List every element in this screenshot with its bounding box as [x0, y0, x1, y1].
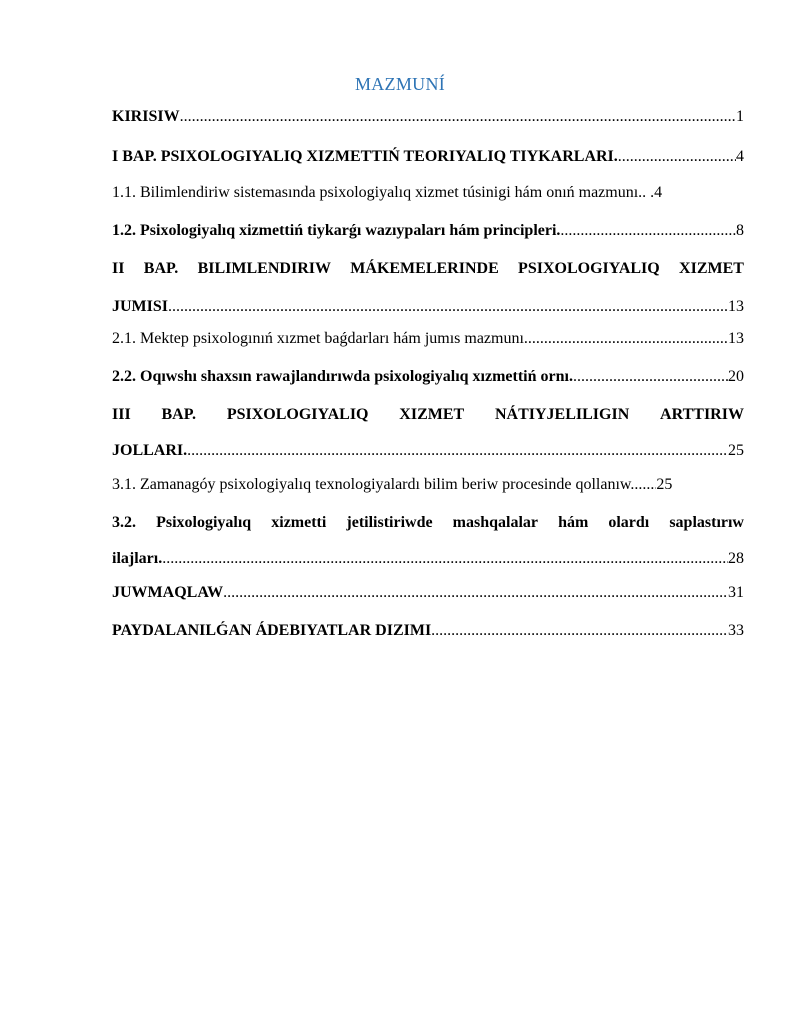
- toc-entry-section-3-1[interactable]: [112, 474, 744, 496]
- toc-entry-page: 20: [728, 368, 744, 385]
- dot-leader: [180, 106, 736, 128]
- toc-entry-section-1-2[interactable]: [112, 220, 744, 242]
- toc-entry-page: 13: [728, 298, 744, 315]
- toc-entry-word: BAP.: [143, 260, 179, 277]
- toc-entry-word: III: [112, 406, 131, 423]
- toc-entry-text: JUMISI: [112, 298, 169, 315]
- toc-entry-word: 3.2.: [112, 514, 136, 531]
- dot-leader: [573, 366, 728, 388]
- toc-entry-text: 1.2. Psixologiyalıq xizmettiń tiykarǵı wazıypaları hám principleri.: [112, 222, 561, 239]
- toc-entry-word: BAP.: [161, 406, 197, 423]
- toc-entry-page: 33: [728, 622, 744, 639]
- toc-entry-text: JOLLARI.: [112, 442, 188, 459]
- toc-entry-word: PSIXOLOGIYALIQ: [226, 406, 369, 423]
- toc-entry-word: Psixologiyalıq: [156, 514, 252, 531]
- toc-entry-page: 1: [736, 108, 744, 125]
- toc-entry-word: xizmetti: [271, 514, 327, 531]
- toc-entry-text: 2.1. Mektep psixologınıń xızmet baǵdarları hám jumıs mazmunı.: [112, 330, 528, 347]
- toc-entry-word: XIZMET: [399, 406, 465, 423]
- toc-entry-section-2-2[interactable]: [112, 366, 744, 388]
- toc-entry-juwmaqlaw[interactable]: [112, 582, 744, 604]
- toc-entry-page: 25: [656, 476, 673, 493]
- dot-leader: [618, 146, 736, 168]
- toc-entry-word: II: [112, 260, 125, 277]
- toc-entry-text: 3.1. Zamanagóy psixologiyalıq texnologiyalardı bilim beriw procesinde qollanıw.: [112, 476, 635, 493]
- toc-entry-text: 1.1. Bilimlendiriw sistemasında psixologiyalıq xizmet túsinigi hám onıń mazmunı.. .: [112, 184, 655, 201]
- toc-entry-text: 2.2. Oqıwshı shaxsın rawajlandırıwda psixologiyalıq xızmettiń ornı.: [112, 368, 573, 385]
- toc-entry-page: 31: [728, 584, 744, 601]
- toc-entry-word: XIZMET: [679, 260, 744, 277]
- toc-entry-word: saplastırıw: [669, 514, 744, 531]
- toc-entry-word: jetilistiriwde: [346, 514, 433, 531]
- toc-entry-bibliography[interactable]: [112, 620, 744, 642]
- toc-entry-text: JUWMAQLAW: [112, 584, 224, 601]
- toc-entry-section-1-1[interactable]: [112, 182, 744, 204]
- toc-entry-section-3-2[interactable]: [112, 512, 744, 570]
- toc-entry-word: BILIMLENDIRIW: [197, 260, 331, 277]
- toc-entry-text: I BAP. PSIXOLOGIYALIQ XIZMETTIŃ TEORIYALIQ TIYKARLARI.: [112, 148, 618, 165]
- toc-entry-word: ARTTIRIW: [660, 406, 744, 423]
- toc-entry-text: ilajları.: [112, 550, 163, 567]
- dot-leader: [528, 328, 728, 350]
- toc-entry-page: 8: [736, 222, 744, 239]
- toc-entry-page: 25: [728, 442, 744, 459]
- toc-entry-word: MÁKEMELERINDE: [350, 260, 499, 277]
- toc-entry-text: KIRISIW: [112, 108, 180, 125]
- toc-entry-page: 4: [654, 184, 663, 201]
- toc-entry-word: NÁTIYJELILIGIN: [494, 406, 630, 423]
- toc-title: MAZMUNÍ: [354, 74, 446, 94]
- toc-entry-section-2-1[interactable]: [112, 328, 744, 350]
- dot-leader: [162, 548, 728, 570]
- toc-entry-chapter-2[interactable]: [112, 258, 744, 318]
- toc-entry-word: olardı: [608, 514, 650, 531]
- dot-leader: [168, 296, 728, 318]
- toc-entry-chapter-3[interactable]: [112, 404, 744, 462]
- dot-leader: [431, 620, 728, 642]
- toc-entry-kirisiw[interactable]: [112, 106, 744, 128]
- dot-leader: [560, 220, 736, 242]
- toc-entry-word: mashqalalar: [452, 514, 538, 531]
- toc-entry-word: PSIXOLOGIYALIQ: [518, 260, 660, 277]
- dot-leader: [187, 440, 728, 462]
- dot-leader: [223, 582, 728, 604]
- toc-entry-page: 28: [728, 550, 744, 567]
- toc-entry-text: PAYDALANILǴAN ÁDEBIYATLAR DIZIMI: [112, 622, 432, 639]
- dot-leader: [634, 474, 656, 496]
- toc-entry-word: hám: [558, 514, 589, 531]
- toc-entry-chapter-1[interactable]: [112, 146, 744, 168]
- toc-entry-page: 4: [736, 148, 744, 165]
- toc-entry-page: 13: [728, 330, 744, 347]
